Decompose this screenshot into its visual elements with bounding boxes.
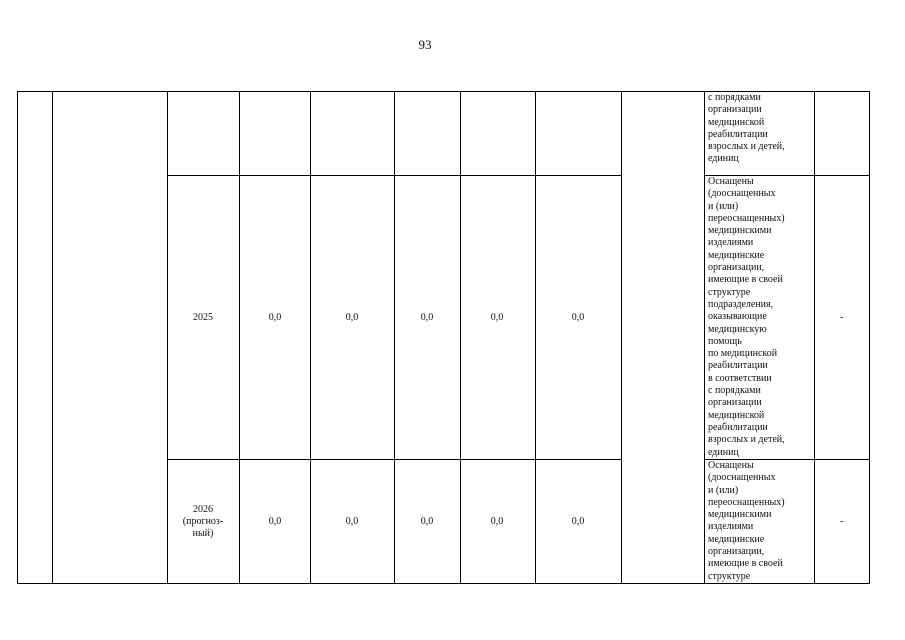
value-cell-row2-col2: 0,0 <box>345 312 359 323</box>
column-border <box>460 91 461 584</box>
value-cell-row2-col5: 0,0 <box>571 312 585 323</box>
value-cell-row3-col2: 0,0 <box>345 516 359 527</box>
page-number: 93 <box>418 37 432 52</box>
last-cell-row2: - <box>840 312 844 323</box>
column-border <box>239 91 240 584</box>
year-cell-row2: 2025 <box>193 312 213 323</box>
last-cell-row3: - <box>840 516 844 527</box>
table-bottom-border <box>17 583 870 584</box>
column-border <box>167 91 168 584</box>
value-cell-row2-col4: 0,0 <box>490 312 504 323</box>
indicator-cell-row2: Оснащены (дооснащенных и (или) переоснащенных) медицинскими изделиями медицинские организации, имеющие в своей структуре подразделения, оказывающие медицинскую помощь по медицинской реабилитации в соответствии с порядками организации медицинской реабилитации взрослых и детей, единиц <box>708 176 785 458</box>
value-cell-row3-col4: 0,0 <box>490 516 504 527</box>
indicator-cell-row1: с порядками организации медицинской реабилитации взрослых и детей, единиц <box>708 92 785 165</box>
column-border <box>394 91 395 584</box>
column-border <box>52 91 53 584</box>
value-cell-row3-col5: 0,0 <box>571 516 585 527</box>
indicator-cell-row3: Оснащены (дооснащенных и (или) переоснащенных) медицинскими изделиями медицинские организации, имеющие в своей структуре <box>708 460 785 582</box>
value-cell-row3-col1: 0,0 <box>268 516 282 527</box>
year-cell-row3: 2026 (прогноз- ный) <box>182 504 224 539</box>
column-border <box>535 91 536 584</box>
column-border <box>17 91 18 584</box>
value-cell-row3-col3: 0,0 <box>420 516 434 527</box>
column-border <box>869 91 870 584</box>
column-border <box>704 91 705 584</box>
column-border <box>814 91 815 584</box>
value-cell-row2-col3: 0,0 <box>420 312 434 323</box>
value-cell-row2-col1: 0,0 <box>268 312 282 323</box>
column-border <box>310 91 311 584</box>
column-border <box>621 91 622 584</box>
